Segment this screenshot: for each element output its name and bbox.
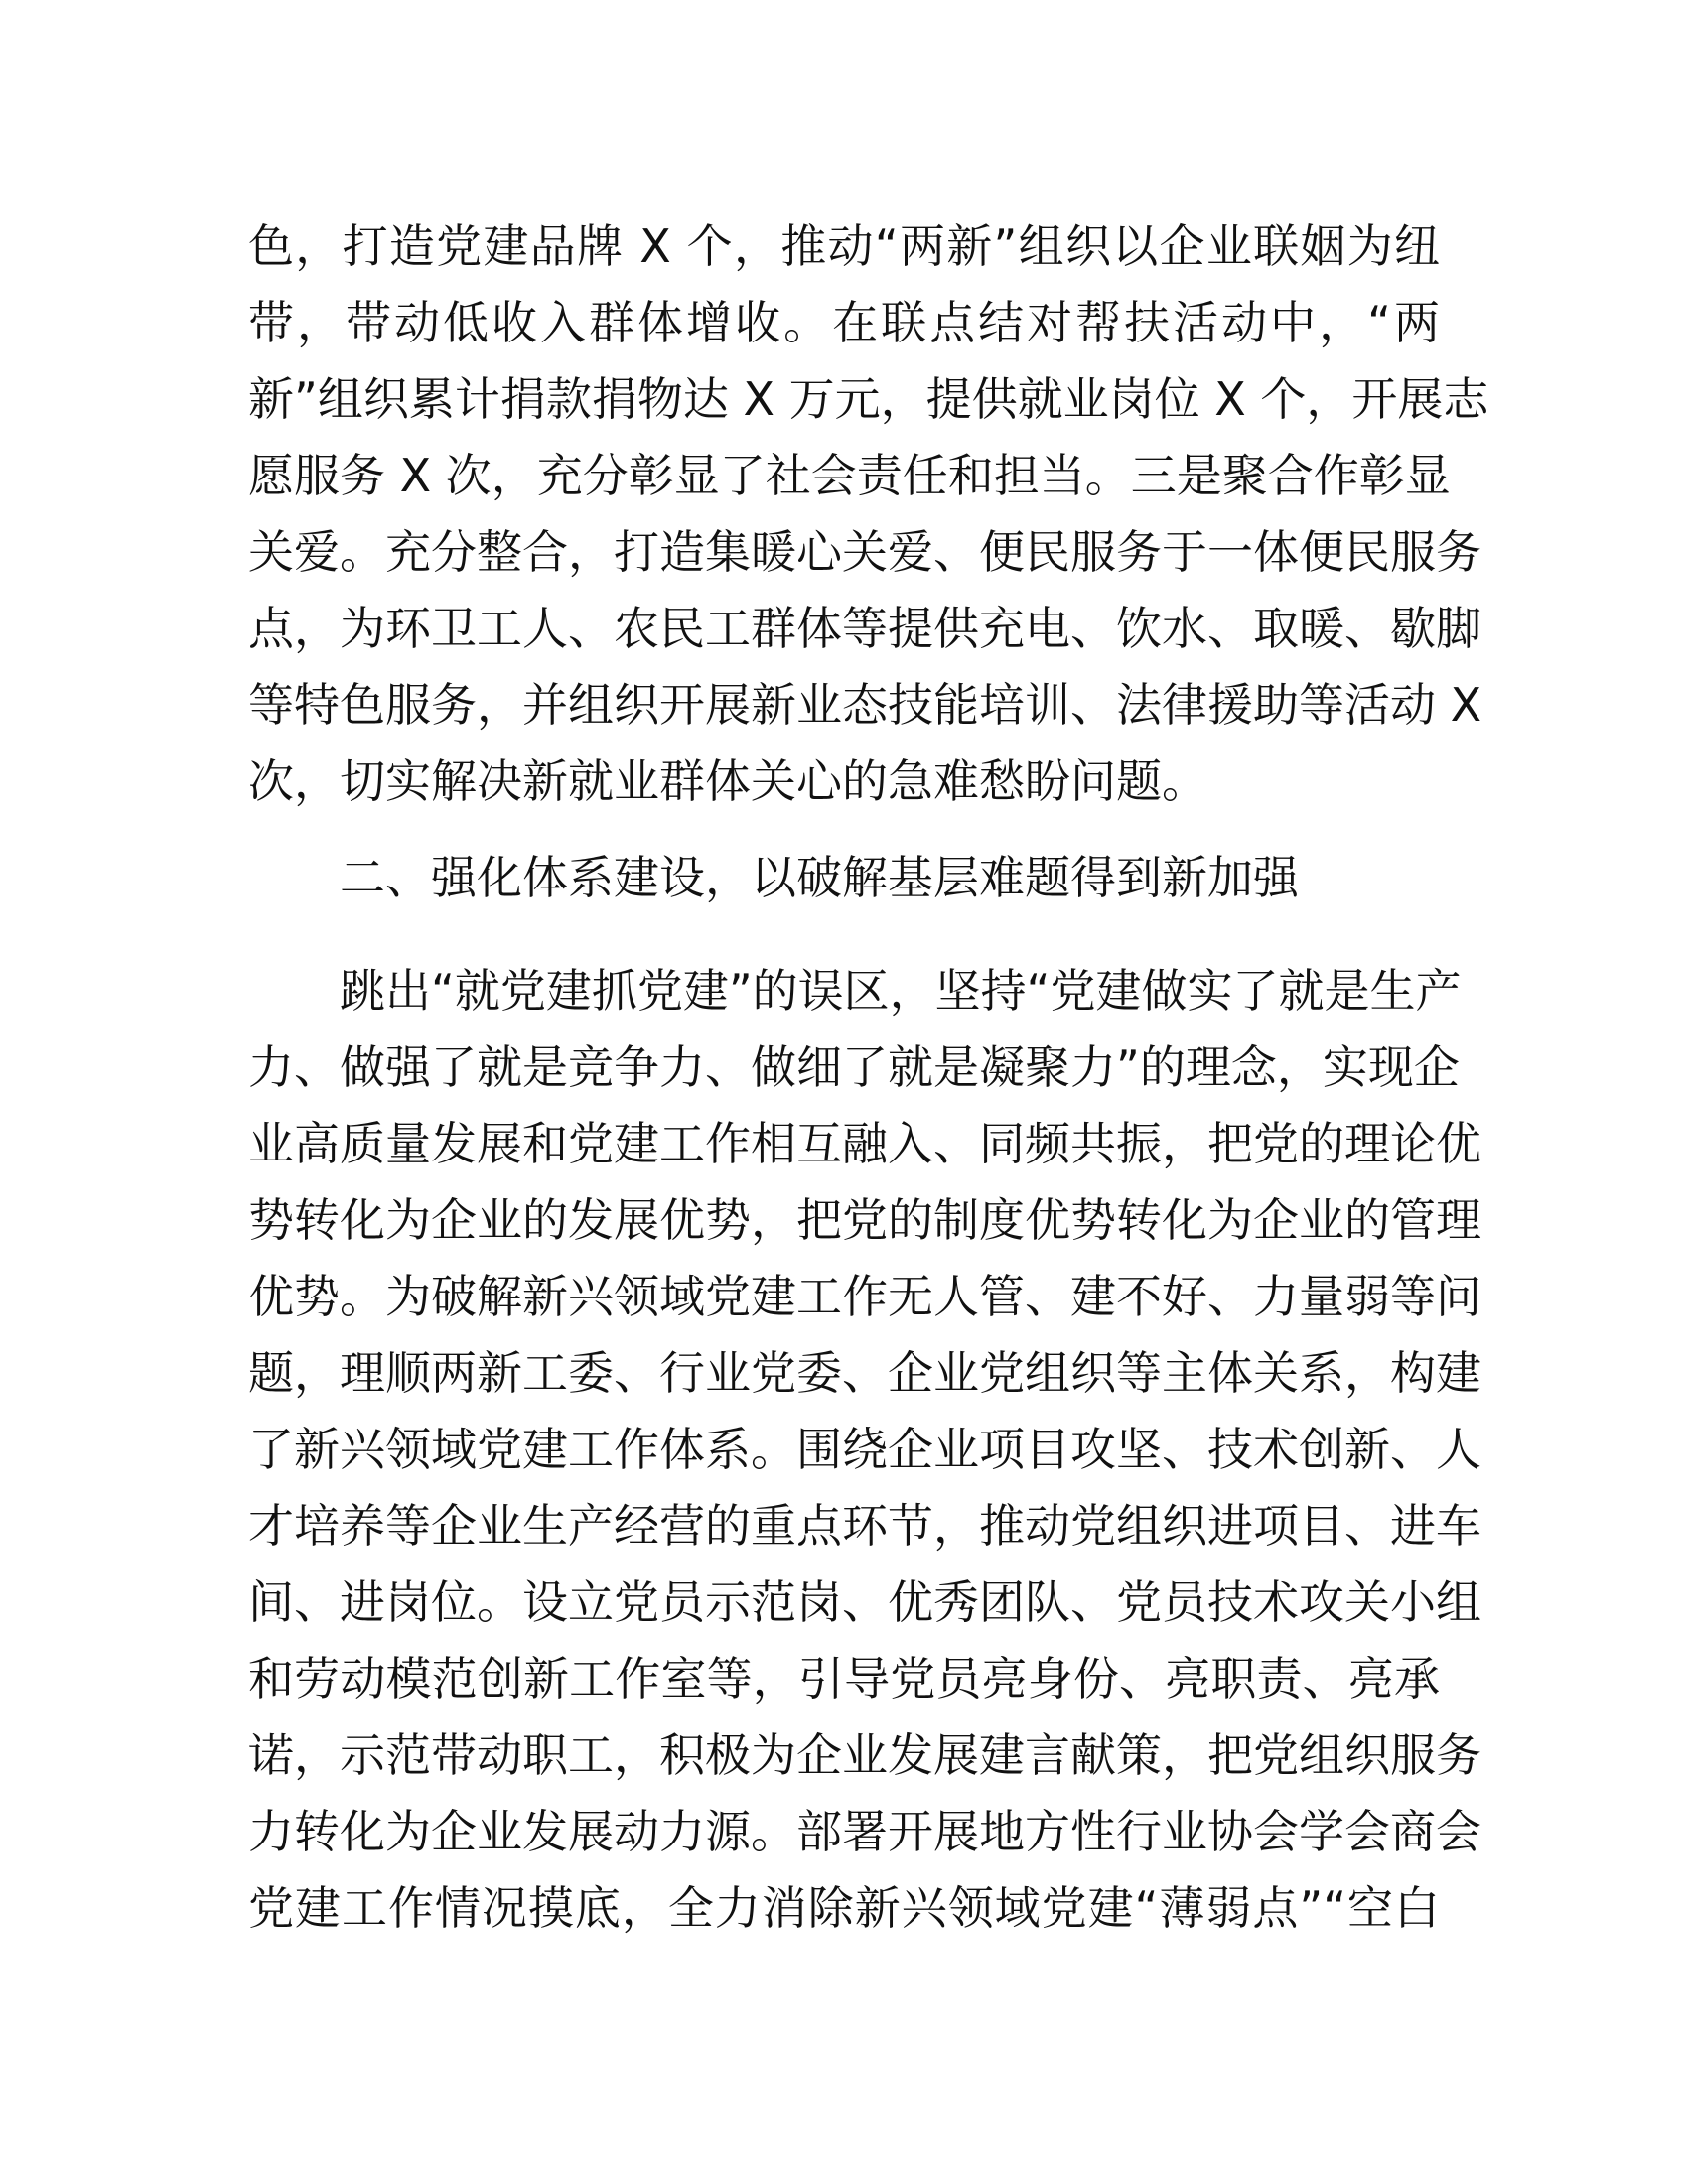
paragraph-2-line-11: 诺，示范带动职工，积极为企业发展建言献策，把党组织服务 [248,1728,1481,1782]
paragraph-2-line-10: 和劳动模范创新工作室等，引导党员亮身份、亮职责、亮承 [248,1652,1440,1706]
paragraph-1-line-1: 色，打造党建品牌 X 个，推动“两新”组织以企业联姻为纽 [248,219,1440,273]
paragraph-1-line-6: 点，为环卫工人、农民工群体等提供充电、饮水、取暖、歇脚 [248,602,1481,655]
paragraph-1-line-4: 愿服务 X 次，充分彰显了社会责任和担当。三是聚合作彰显 [248,449,1451,502]
paragraph-2-line-8: 才培养等企业生产经营的重点环节，推动党组织进项目、进车 [248,1499,1481,1553]
paragraph-2-line-9: 间、进岗位。设立党员示范岗、优秀团队、党员技术攻关小组 [248,1575,1481,1629]
paragraph-2-line-12: 力转化为企业发展动力源。部署开展地方性行业协会学会商会 [248,1805,1481,1858]
paragraph-1-line-8: 次，切实解决新就业群体关心的急难愁盼问题。 [248,754,1207,808]
paragraph-2-line-5: 优势。为破解新兴领域党建工作无人管、建不好、力量弱等问 [248,1270,1481,1323]
paragraph-2-line-2: 力、做强了就是竞争力、做细了就是凝聚力”的理念，实现企 [248,1040,1460,1094]
paragraph-2-line-7: 了新兴领域党建工作体系。围绕企业项目攻坚、技术创新、人 [248,1423,1481,1476]
paragraph-2-line-4: 势转化为企业的发展优势，把党的制度优势转化为企业的管理 [248,1193,1481,1247]
section-heading: 二、强化体系建设，以破解基层难题得到新加强 [340,851,1299,904]
paragraph-2-line-13: 党建工作情况摸底，全力消除新兴领域党建“薄弱点”“空白 [248,1881,1440,1935]
paragraph-1-line-2: 带，带动低收入群体增收。在联点结对帮扶活动中，“两 [248,296,1440,349]
paragraph-1-line-3: 新”组织累计捐款捐物达 X 万元，提供就业岗位 X 个，开展志 [248,372,1489,426]
paragraph-1-line-7: 等特色服务，并组织开展新业态技能培训、法律援助等活动 X [248,678,1482,732]
paragraph-2-line-6: 题，理顺两新工委、行业党委、企业党组织等主体关系，构建 [248,1346,1481,1400]
paragraph-2-line-3: 业高质量发展和党建工作相互融入、同频共振，把党的理论优 [248,1117,1481,1170]
paragraph-2-line-1: 跳出“就党建抓党建”的误区，坚持“党建做实了就是生产 [340,964,1462,1018]
paragraph-1-line-5: 关爱。充分整合，打造集暖心关爱、便民服务于一体便民服务 [248,525,1481,579]
